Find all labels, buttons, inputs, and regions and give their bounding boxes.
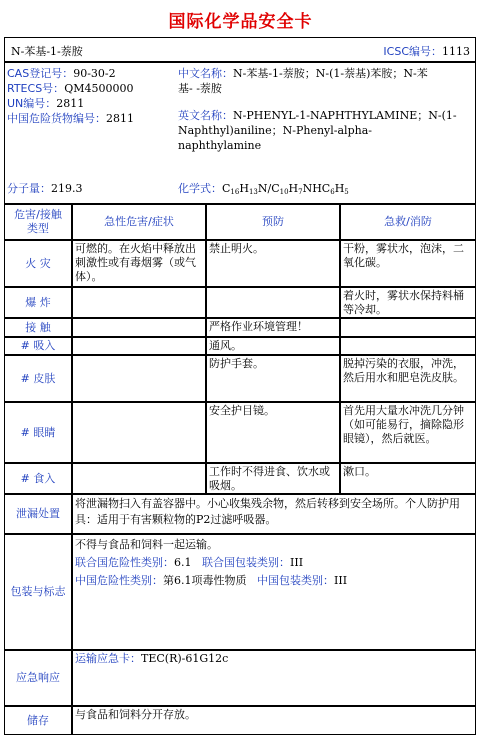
ingestion-firstaid: 漱口。: [340, 463, 476, 494]
rtecs-number: QM4500000: [64, 82, 134, 95]
emergency-content: 运输应急卡：TEC(R)-61G12c: [72, 650, 476, 706]
cn-name-line2: 基- -萘胺: [178, 82, 222, 95]
inhalation-firstaid: [340, 337, 476, 355]
identity-left: [7, 66, 134, 126]
row-label-ingestion: # 食入: [4, 463, 72, 494]
inhalation-hazard: [72, 337, 206, 355]
cas-line: CAS登记号：90-30-2: [7, 67, 116, 80]
contact-firstaid: [340, 318, 476, 337]
row-label-inhalation: # 吸入: [4, 337, 72, 355]
spill-text: 将泄漏物扫入有盖容器中。小心收集残余物，然后转移到安全场所。个人防护用具：适用于有害颗粒物的P2过滤呼吸器。: [72, 494, 476, 534]
row-label-contact: 接 触: [4, 318, 72, 337]
section-label-emergency: 应急响应: [4, 650, 72, 706]
row-label-skin: # 皮肤: [4, 355, 72, 402]
row-label-explosion: 爆 炸: [4, 287, 72, 318]
icsc-label: ICSC编号：: [383, 45, 442, 58]
eyes-firstaid: 首先用大量水冲洗几分钟（如可能易行，摘除隐形眼镜），然后就医。: [340, 402, 476, 463]
inhalation-prevention: 通风。: [206, 337, 340, 355]
explosion-prevention: [206, 287, 340, 318]
ingestion-hazard: [72, 463, 206, 494]
identity-right: [178, 66, 457, 153]
cn-dg-line: 中国危险货物编号：2811: [7, 112, 134, 125]
eyes-hazard: [72, 402, 206, 463]
formula-value: $C_{16}H_{13}N/C_{10}H_7NHC_6H_5$: [222, 182, 349, 196]
cn-dg-number: 2811: [106, 112, 134, 125]
packaging-cn-line: 中国危险性类别：第6.1项毒性物质 中国包装类别：III: [75, 574, 348, 587]
row-label-eyes: # 眼睛: [4, 402, 72, 463]
icsc-value: 1113: [442, 45, 470, 58]
cn-name-line1: 中文名称：N-苯基-1-萘胺；N-(1-萘基)苯胺；N-苯: [178, 67, 428, 80]
section-label-storage: 储存: [4, 706, 72, 735]
un-number: 2811: [56, 97, 85, 110]
skin-prevention: 防护手套。: [206, 355, 340, 402]
eyes-prevention: 安全护目镜。: [206, 402, 340, 463]
skin-firstaid: 脱掉污染的衣服，冲洗，然后用水和肥皂洗皮肤。: [340, 355, 476, 402]
un-line: UN编号：2811: [7, 97, 85, 110]
cas-number: 90-30-2: [73, 67, 116, 80]
card-title: 国际化学品安全卡: [168, 12, 313, 32]
chemical-formula: 化学式：$C_{16}H_{13}N/C_{10}H_7NHC_6H_5$: [178, 182, 349, 196]
col-header-hazard: 急性危害/症状: [72, 204, 206, 240]
chemical-name: N-苯基-1-萘胺: [11, 45, 83, 58]
col-header-type: 危害/接触 类型: [4, 204, 72, 240]
emergency-card-code: TEC(R)-61G12c: [141, 652, 229, 665]
en-name-line1: 英文名称：N-PHENYL-1-NAPHTHYLAMINE；N-(1-: [178, 109, 457, 122]
contact-prevention: 严格作业环境管理！: [206, 318, 340, 337]
rtecs-line: RTECS号：QM4500000: [7, 82, 134, 95]
col-header-prevention: 预防: [206, 204, 340, 240]
packaging-un-line: 联合国危险性类别：6.1 联合国包装类别：III: [75, 556, 304, 569]
header-row: [4, 37, 476, 62]
explosion-hazard: [72, 287, 206, 318]
icsc-number: [383, 43, 470, 59]
contact-hazard: [72, 318, 206, 337]
section-label-packaging: 包装与标志: [4, 534, 72, 650]
en-name-line3: naphthylamine: [178, 139, 262, 152]
skin-hazard: [72, 355, 206, 402]
fire-firstaid: 干粉，雾状水，泡沫，二氧化碳。: [340, 240, 476, 287]
packaging-content: [72, 534, 476, 650]
fire-prevention: 禁止明火。: [206, 240, 340, 287]
ingestion-prevention: 工作时不得进食、饮水或吸烟。: [206, 463, 340, 494]
identity-block: [4, 62, 476, 204]
explosion-firstaid: 着火时，雾状水保持料桶等冷却。: [340, 287, 476, 318]
packaging-line1: 不得与食品和饲料一起运输。: [75, 538, 218, 551]
molecular-weight: 分子量：219.3: [7, 182, 83, 195]
en-name-line2: Naphthyl)aniline；N-Phenyl-alpha-: [178, 124, 372, 137]
row-label-fire: 火 灾: [4, 240, 72, 287]
fire-hazard: 可燃的。在火焰中释放出刺激性或有毒烟雾（或气体）。: [72, 240, 206, 287]
storage-text: 与食品和饲料分开存放。: [72, 706, 476, 735]
section-label-spill: 泄漏处置: [4, 494, 72, 534]
col-header-firstaid: 急救/消防: [340, 204, 476, 240]
